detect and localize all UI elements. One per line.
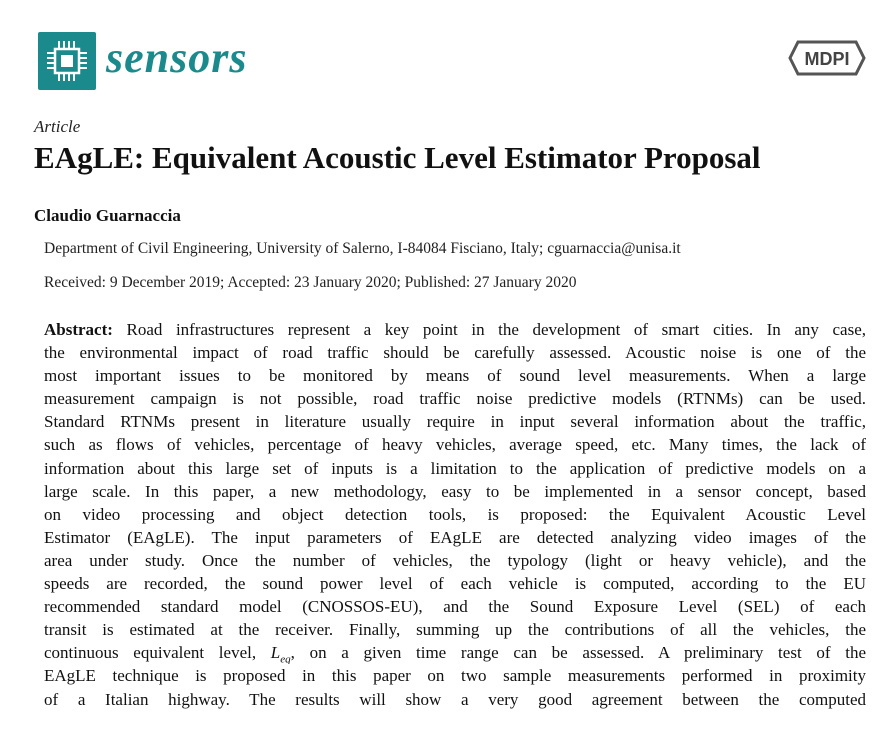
publisher-name: MDPI [804,49,850,69]
sensor-chip-icon [38,32,96,90]
abstract-line: on video processing and object detection tools, is proposed: the Equivalent Acoustic Level [44,504,866,524]
publication-dates: Received: 9 December 2019; Accepted: 23 January 2020; Published: 27 January 2020 [44,274,577,291]
leq-symbol: $L_{eq}$ [270,643,291,665]
abstract-line: EAgLE technique is proposed in this paper on two sample measurements performed in proximity [44,666,866,686]
journal-header [38,28,868,92]
abstract-line: the environmental impact of road traffic should be carefully assessed. Acoustic noise is one of the [44,343,866,363]
abstract-label: Abstract: [44,320,113,339]
abstract-line: speeds are recorded, the sound power level of each vehicle is computed, according to the EU [44,574,866,594]
article-type: Article [34,117,81,136]
abstract-line-partial: of a Italian highway. The results will show a very good agreement between the computed [44,689,866,709]
author-name: Claudio Guarnaccia [34,206,181,225]
journal-name: sensors [106,33,248,82]
mdpi-logo[interactable] [788,36,866,80]
abstract-line: information about this large set of inputs is a limitation to the application of predictive models on a [44,458,866,478]
abstract-line: Abstract: Road infrastructures represent a key point in the development of smart cities. In any case, [44,320,866,339]
affiliation: Department of Civil Engineering, University of Salerno, I-84084 Fisciano, Italy; cguarnaccia@unisa.it [44,240,681,257]
abstract-line: Estimator (EAgLE). The input parameters of EAgLE are detected analyzing video images of the [44,527,866,547]
abstract-line: most important issues to be monitored by means of sound level measurements. When a large [44,366,866,386]
abstract-line: area under study. Once the number of vehicles, the typology (light or heavy vehicle), and the [44,550,866,570]
abstract-line: large scale. In this paper, a new methodology, easy to be implemented in a sensor concept, based [44,481,866,501]
abstract-line: recommended standard model (CNOSSOS-EU), and the Sound Exposure Level (SEL) of each [44,597,866,617]
abstract-line: measurement campaign is not possible, road traffic noise predictive models (RTNMs) can be used. [44,389,866,409]
abstract-line: such as flows of vehicles, percentage of heavy vehicles, average speed, etc. Many times, the lack of [44,435,866,455]
abstract [44,318,866,711]
abstract-line: transit is estimated at the receiver. Finally, summing up the contributions of all the vehicles, the [44,620,866,640]
article-title: EAgLE: Equivalent Acoustic Level Estimator Proposal [34,140,761,175]
abstract-line: continuous equivalent level, $L_{eq}$, on a given time range can be assessed. A preliminary test of the [44,643,866,665]
abstract-line: Standard RTNMs present in literature usually require in input several information about the traffic, [44,412,866,432]
